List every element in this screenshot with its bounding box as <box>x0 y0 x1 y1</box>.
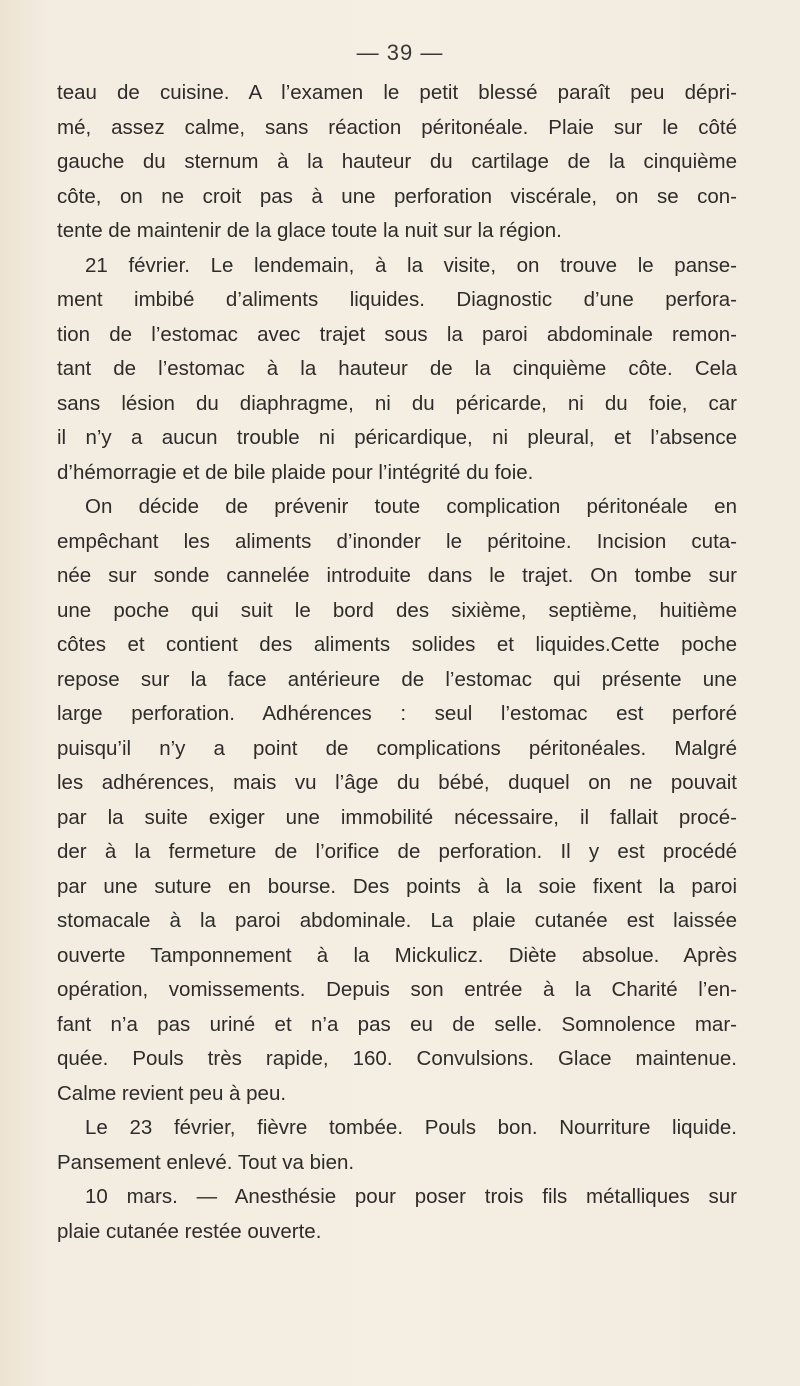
text-line: il n’y a aucun trouble ni péricardique, ni pleural, et l’absence <box>57 426 737 449</box>
text-line: Calme revient peu à peu. <box>57 1081 287 1105</box>
text-line: Le 23 février, fièvre tombée. Pouls bon. Nourriture liquide. <box>85 1116 737 1139</box>
text-line: ouverte Tamponnement à la Mickulicz. Diète absolue. Après <box>57 943 737 967</box>
text-line: tente de maintenir de la glace toute la nuit sur la région. <box>57 219 562 242</box>
text-line: quée. Pouls très rapide, 160. Convulsions. Glace maintenue. <box>57 1047 737 1070</box>
text-line: par la suite exiger une immobilité nécessaire, il fallait procé- <box>57 805 737 829</box>
text-line: On décide de prévenir toute complication péritonéale en <box>85 495 737 518</box>
text-line: plaie cutanée restée ouverte. <box>57 1219 322 1243</box>
text-line: stomacale à la paroi abdominale. La plaie cutanée est laissée <box>57 909 737 932</box>
page-number: — 39 — <box>356 40 444 65</box>
text-line: Pansement enlevé. Tout va bien. <box>57 1150 355 1174</box>
text-line: les adhérences, mais vu l’âge du bébé, duquel on ne pouvait <box>57 771 737 794</box>
text-line: 10 mars. — Anesthésie pour poser trois fils métalliques sur <box>85 1185 737 1208</box>
text-line: par une suture en bourse. Des points à la soie fixent la paroi <box>57 874 737 898</box>
text-line: repose sur la face antérieure de l’estomac qui présente une <box>57 667 737 691</box>
body-text <box>57 76 737 1249</box>
text-line: tion de l’estomac avec trajet sous la paroi abdominale remon- <box>57 322 737 346</box>
text-line: ment imbibé d’aliments liquides. Diagnostic d’une perfora- <box>57 288 737 311</box>
text-line: côtes et contient des aliments solides et liquides.Cette poche <box>57 633 737 656</box>
text-line: tant de l’estomac à la hauteur de la cinquième côte. Cela <box>57 357 737 380</box>
text-line: der à la fermeture de l’orifice de perforation. Il y est procédé <box>57 840 737 863</box>
text-line: large perforation. Adhérences : seul l’estomac est perforé <box>57 702 737 725</box>
text-line: teau de cuisine. A l’examen le petit blessé paraît peu dépri- <box>57 81 737 104</box>
text-line: puisqu’il n’y a point de complications péritonéales. Malgré <box>57 736 737 760</box>
text-line: mé, assez calme, sans réaction péritonéale. Plaie sur le côté <box>57 115 737 139</box>
text-line: côte, on ne croit pas à une perforation viscérale, on se con- <box>57 184 737 208</box>
text-line: opération, vomissements. Depuis son entrée à la Charité l’en- <box>57 978 737 1001</box>
text-line: fant n’a pas uriné et n’a pas eu de selle. Somnolence mar- <box>57 1012 737 1036</box>
text-line: née sur sonde cannelée introduite dans le trajet. On tombe sur <box>57 564 737 587</box>
text-line: 21 février. Le lendemain, à la visite, on trouve le panse- <box>85 253 737 277</box>
text-line: d’hémorragie et de bile plaide pour l’intégrité du foie. <box>57 460 534 484</box>
text-line: empêchant les aliments d’inonder le péritoine. Incision cuta- <box>57 529 737 553</box>
text-line: sans lésion du diaphragme, ni du péricarde, ni du foie, car <box>57 391 737 415</box>
text-line: gauche du sternum à la hauteur du cartilage de la cinquième <box>57 150 737 173</box>
text-line: une poche qui suit le bord des sixième, septième, huitième <box>57 598 737 622</box>
